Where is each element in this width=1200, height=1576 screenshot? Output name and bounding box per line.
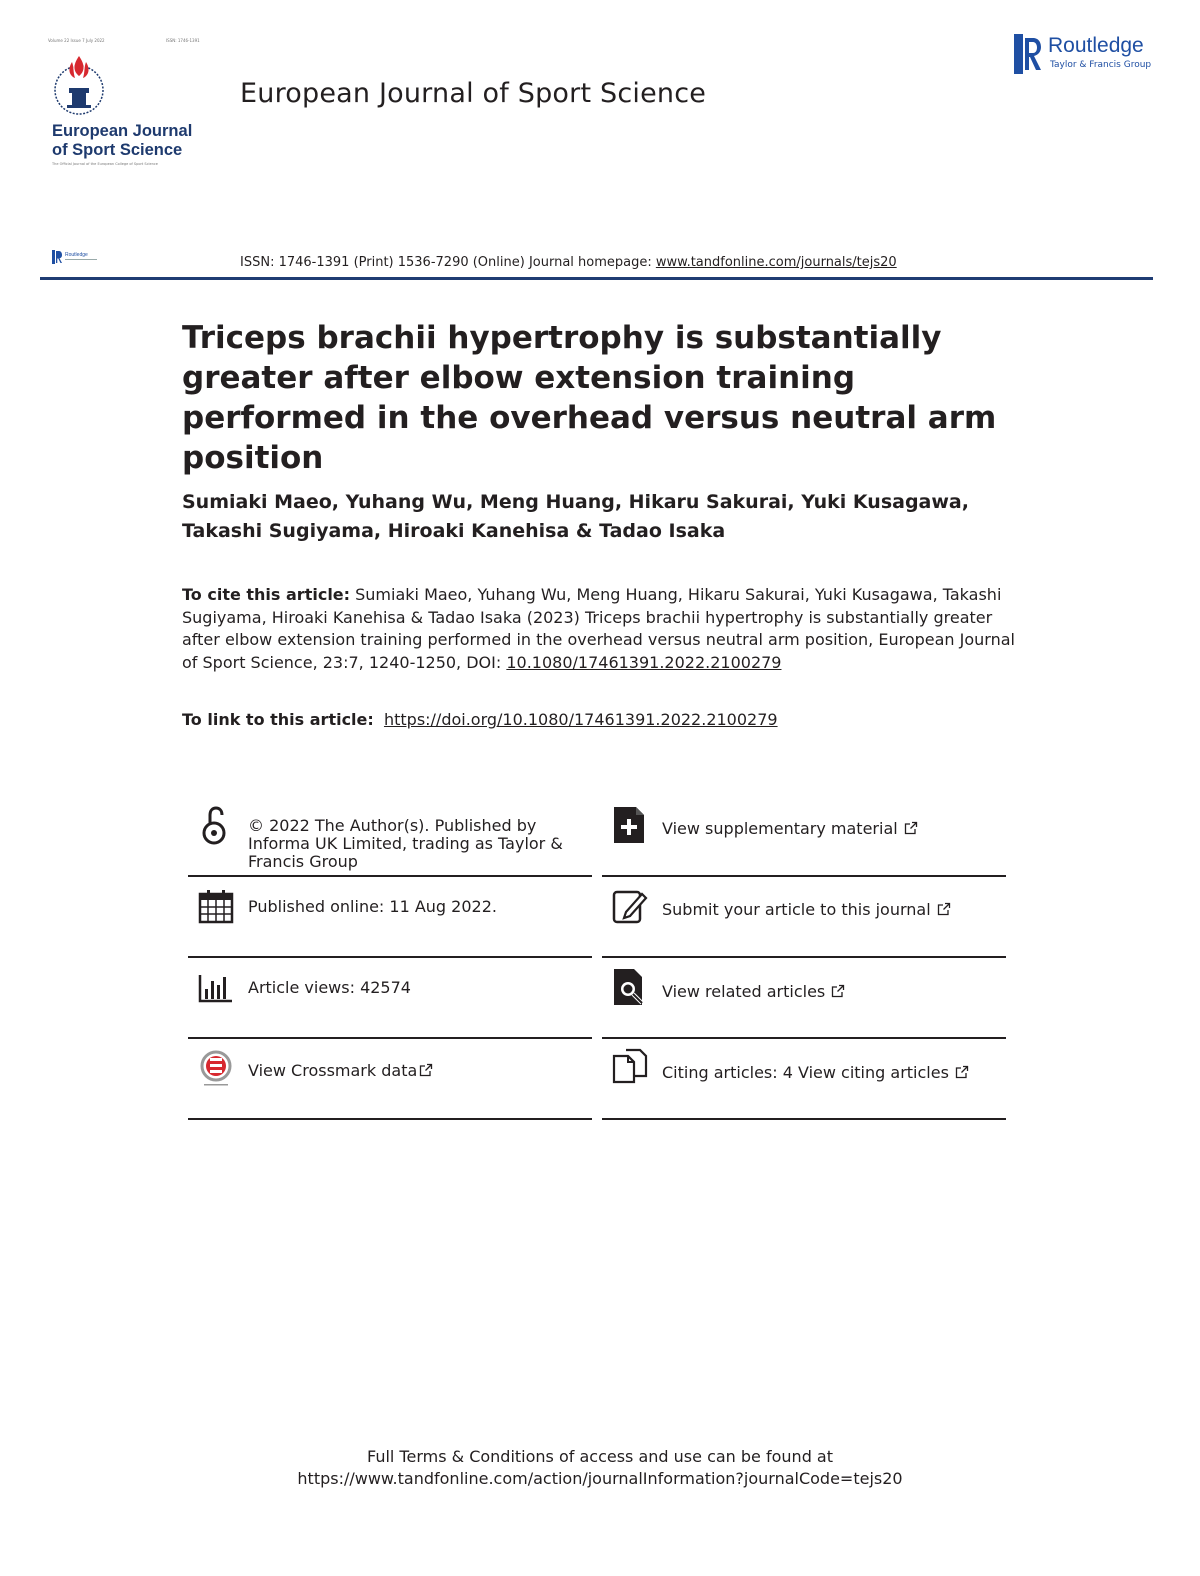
publisher-name: Routledge <box>1048 34 1144 57</box>
open-access-icon <box>198 805 234 845</box>
crossmark-link[interactable] <box>248 1062 588 1080</box>
edit-document-icon <box>612 886 648 926</box>
cover-journal-title: European Journal of Sport Science <box>52 122 193 159</box>
published-text: Published online: 11 Aug 2022. <box>248 897 497 916</box>
supplementary-cell[interactable] <box>602 797 1006 877</box>
cover-issn-text: ISSN: 1746-1391 <box>166 38 200 43</box>
routledge-mark-icon <box>1014 34 1042 74</box>
article-doi-link[interactable]: https://doi.org/10.1080/17461391.2022.2100279 <box>383 710 778 729</box>
crossmark-cell[interactable] <box>188 1040 592 1120</box>
ecss-emblem-icon <box>50 50 108 118</box>
journal-name: European Journal of Sport Science <box>240 78 707 109</box>
cite-text: Sumiaki Maeo, Yuhang Wu, Meng Huang, Hikaru Sakurai, Yuki Kusagawa, Takashi Sugiyama, Hiroaki Kanehisa & Tadao Isaka (2023) Triceps brachii hypertrophy is substantially greater after elbow extension training performed in the overhead versus neutral arm position, European Journal of Sport Science, 23:7, 1240-1250, DOI: <box>182 585 1015 672</box>
submit-link[interactable] <box>662 901 1002 919</box>
journal-cover <box>46 38 214 172</box>
related-text: View related articles <box>662 982 826 1001</box>
views-text: Article views: 42574 <box>248 978 411 997</box>
issn-line <box>240 255 897 270</box>
supplementary-text: View supplementary material <box>662 819 898 838</box>
cover-subtitle: The Official Journal of the European College of Sport Science <box>52 162 158 166</box>
add-document-icon <box>612 805 648 845</box>
article-authors: Sumiaki Maeo, Yuhang Wu, Meng Huang, Hikaru Sakurai, Yuki Kusagawa, Takashi Sugiyama, Hiroaki Kanehisa & Tadao Isaka <box>182 491 969 542</box>
terms-url[interactable]: https://www.tandfonline.com/action/journalInformation?journalCode=tejs20 <box>297 1469 903 1488</box>
article-info-grid <box>188 797 1006 1119</box>
submit-text: Submit your article to this journal <box>662 900 931 919</box>
published-cell <box>188 878 592 958</box>
article-title: Triceps brachii hypertrophy is substantially greater after elbow extension training performed in the overhead versus neutral arm position <box>182 320 997 476</box>
open-access-text: © 2022 The Author(s). Published by Informa UK Limited, trading as Taylor & Francis Group <box>248 816 563 871</box>
external-link-icon <box>831 984 845 998</box>
external-link-icon <box>419 1063 433 1077</box>
cite-label: To cite this article: <box>182 585 351 604</box>
external-link-icon <box>937 902 951 916</box>
terms-line: Full Terms & Conditions of access and use can be found at <box>366 1447 834 1466</box>
header-divider <box>40 277 1153 280</box>
crossmark-icon <box>198 1048 234 1088</box>
external-link-icon <box>955 1065 969 1079</box>
cite-doi-link[interactable]: 10.1080/17461391.2022.2100279 <box>506 652 782 672</box>
article-link-row <box>182 710 778 729</box>
small-logo-text: Routledge <box>65 252 88 258</box>
supplementary-link[interactable] <box>662 820 1002 838</box>
citing-text: Citing articles: 4 View citing articles <box>662 1063 949 1082</box>
crossmark-text: View Crossmark data <box>248 1061 418 1080</box>
calendar-icon <box>198 886 234 926</box>
citing-link[interactable] <box>662 1064 1002 1082</box>
link-label: To link to this article: <box>182 710 374 729</box>
terms-footer <box>0 1446 1200 1490</box>
submit-cell[interactable] <box>602 878 1006 958</box>
open-access-cell <box>188 797 592 877</box>
bar-chart-icon <box>198 967 234 1007</box>
publisher-tagline: Taylor & Francis Group <box>1050 60 1152 70</box>
journal-homepage-link[interactable]: www.tandfonline.com/journals/tejs20 <box>655 255 897 270</box>
search-document-icon <box>612 967 648 1007</box>
cover-issue-text: Volume 22 Issue 7 July 2022 <box>48 38 105 43</box>
external-link-icon <box>904 821 918 835</box>
routledge-logo[interactable] <box>1014 32 1164 76</box>
issn-text: ISSN: 1746-1391 (Print) 1536-7290 (Online) Journal homepage: <box>240 255 656 270</box>
citation-block <box>182 584 1022 674</box>
citing-cell[interactable] <box>602 1040 1006 1120</box>
routledge-small-logo-icon <box>52 250 102 264</box>
copy-documents-icon <box>612 1048 648 1088</box>
related-cell[interactable] <box>602 959 1006 1039</box>
related-link[interactable] <box>662 983 1002 1001</box>
views-cell <box>188 959 592 1039</box>
